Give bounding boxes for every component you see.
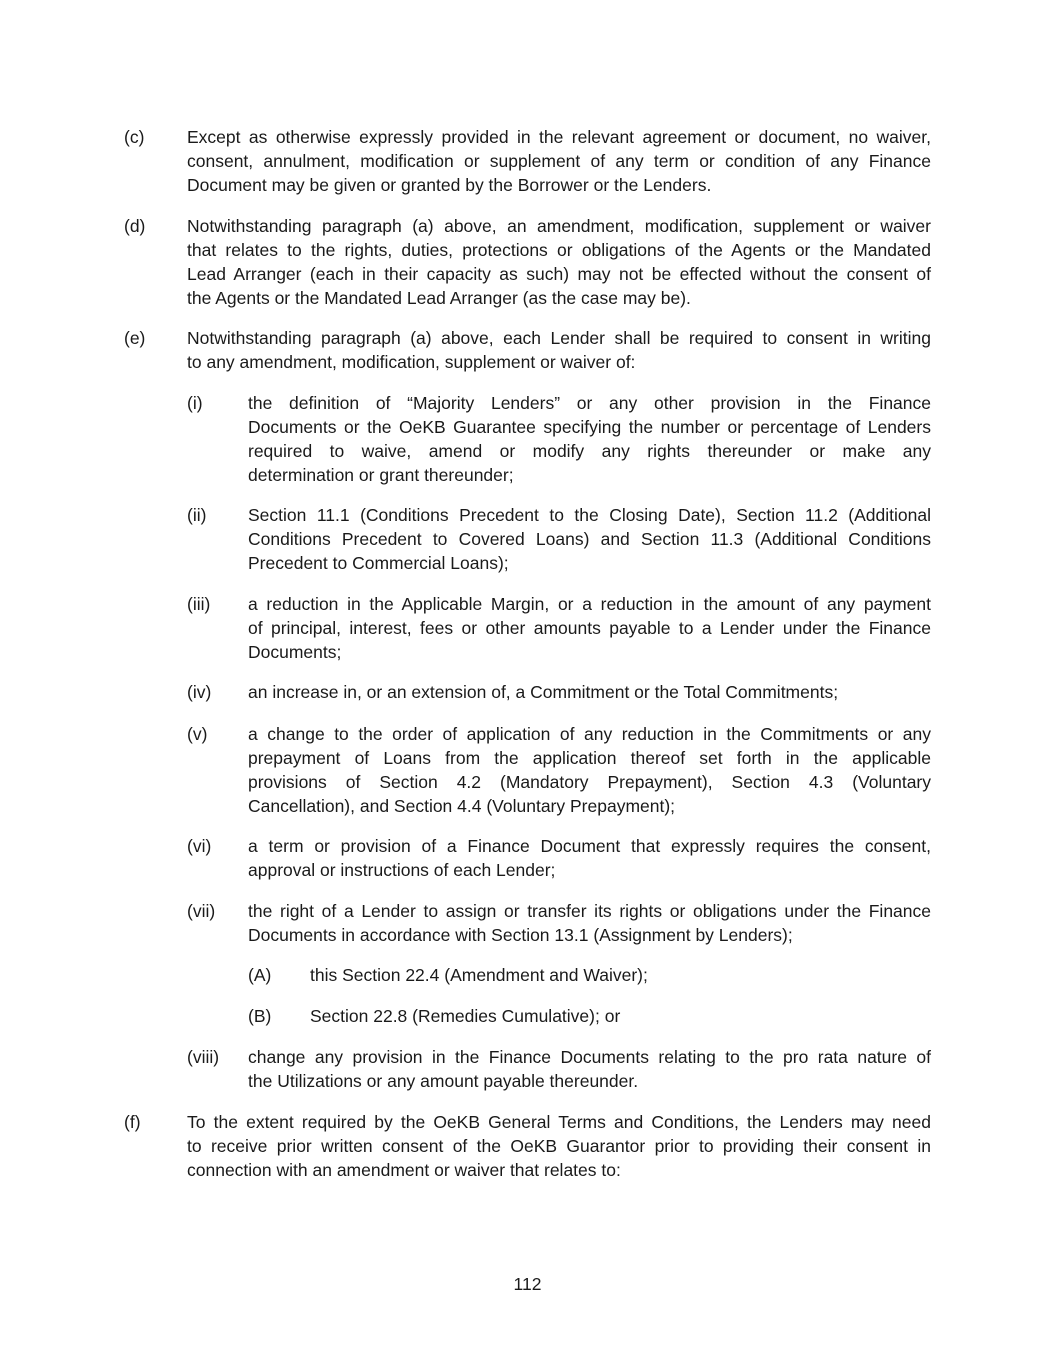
text-line: Cancellation), and Section 4.4 (Voluntary Prepayment); — [248, 796, 676, 816]
paragraph-text — [310, 1004, 931, 1028]
paragraph-text — [187, 125, 931, 197]
paragraph-label: (i) — [187, 393, 203, 413]
paragraph-text — [248, 592, 931, 664]
text-line: of principal, interest, fees or other amounts payable to a Lender under the Finance — [248, 618, 931, 638]
text-line: To the extent required by the OeKB General Terms and Conditions, the Lenders may need — [187, 1112, 931, 1132]
paragraph-text — [248, 834, 931, 882]
text-line: Documents; — [248, 642, 342, 662]
paragraph-text — [248, 680, 931, 704]
paragraph-label: (iv) — [187, 682, 212, 702]
paragraph-text — [248, 1045, 931, 1093]
paragraph-label: (iii) — [187, 594, 211, 614]
text-line: Lead Arranger (each in their capacity as such) may not be effected without the consent of — [187, 264, 931, 284]
paragraph-label: (c) — [124, 127, 145, 147]
text-line: approval or instructions of each Lender; — [248, 860, 556, 880]
text-line: that relates to the rights, duties, protections or obligations of the Agents or the Mandated — [187, 240, 931, 260]
text-line: Notwithstanding paragraph (a) above, each Lender shall be required to consent in writing — [187, 328, 931, 348]
paragraph-label: (vi) — [187, 836, 212, 856]
paragraph-text — [248, 391, 931, 487]
text-line: connection with an amendment or waiver that relates to: — [187, 1160, 621, 1180]
text-line: Notwithstanding paragraph (a) above, an amendment, modification, supplement or waiver — [187, 216, 931, 236]
paragraph-label: (f) — [124, 1112, 141, 1132]
text-line: an increase in, or an extension of, a Commitment or the Total Commitments; — [248, 682, 839, 702]
paragraph-label: (A) — [248, 965, 272, 985]
text-line: a term or provision of a Finance Document that expressly requires the consent, — [248, 836, 931, 856]
text-line: required to waive, amend or modify any rights thereunder or make any — [248, 441, 931, 461]
paragraph-label: (vii) — [187, 901, 216, 921]
paragraph-label: (d) — [124, 216, 146, 236]
text-line: a reduction in the Applicable Margin, or a reduction in the amount of any payment — [248, 594, 931, 614]
paragraph-label: (ii) — [187, 505, 207, 525]
text-line: provisions of Section 4.2 (Mandatory Prepayment), Section 4.3 (Voluntary — [248, 772, 931, 792]
paragraph-text — [187, 1110, 931, 1182]
paragraph-text — [248, 899, 931, 947]
text-line: the Utilizations or any amount payable thereunder. — [248, 1071, 639, 1091]
text-line: Except as otherwise expressly provided in the relevant agreement or document, no waiver, — [187, 127, 931, 147]
text-line: this Section 22.4 (Amendment and Waiver); — [310, 965, 648, 985]
text-line: the right of a Lender to assign or transfer its rights or obligations under the Finance — [248, 901, 931, 921]
text-line: Documents in accordance with Section 13.1 (Assignment by Lenders); — [248, 925, 793, 945]
paragraph-text — [248, 722, 931, 818]
paragraph-text — [310, 963, 931, 987]
paragraph-text — [187, 326, 931, 374]
paragraph-label: (v) — [187, 724, 208, 744]
text-line: change any provision in the Finance Documents relating to the pro rata nature of — [248, 1047, 931, 1067]
paragraph-label: (B) — [248, 1006, 272, 1026]
paragraph-text — [187, 214, 931, 310]
paragraph-label: (e) — [124, 328, 146, 348]
text-line: consent, annulment, modification or supplement of any term or condition of any Finance — [187, 151, 931, 171]
text-line: Section 22.8 (Remedies Cumulative); or — [310, 1006, 621, 1026]
text-line: the Agents or the Mandated Lead Arranger (as the case may be). — [187, 288, 691, 308]
text-line: determination or grant thereunder; — [248, 465, 514, 485]
text-line: Conditions Precedent to Covered Loans) and Section 11.3 (Additional Conditions — [248, 529, 931, 549]
paragraph-label: (viii) — [187, 1047, 220, 1067]
text-line: Section 11.1 (Conditions Precedent to the Closing Date), Section 11.2 (Additional — [248, 505, 931, 525]
paragraph-text — [248, 503, 931, 575]
text-line: a change to the order of application of any reduction in the Commitments or any — [248, 724, 931, 744]
text-line: Document may be given or granted by the Borrower or the Lenders. — [187, 175, 712, 195]
text-line: prepayment of Loans from the application thereof set forth in the applicable — [248, 748, 931, 768]
text-line: to any amendment, modification, supplement or waiver of: — [187, 352, 636, 372]
text-line: the definition of “Majority Lenders” or any other provision in the Finance — [248, 393, 931, 413]
text-line: to receive prior written consent of the OeKB Guarantor prior to providing their consent in — [187, 1136, 931, 1156]
text-line: Precedent to Commercial Loans); — [248, 553, 509, 573]
text-line: Documents or the OeKB Guarantee specifying the number or percentage of Lenders — [248, 417, 931, 437]
page-number: 112 — [513, 1274, 542, 1294]
